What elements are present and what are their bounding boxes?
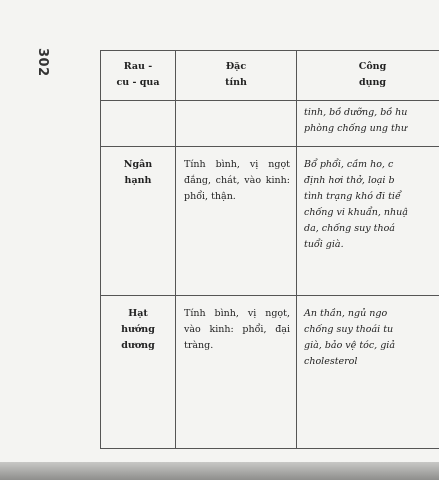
- row-name: Hạt hướng dương: [101, 296, 176, 449]
- table-header-row: [101, 51, 439, 101]
- row-name: Ngân hạnh: [101, 147, 176, 296]
- page-number: 302: [35, 48, 50, 77]
- table-row: [101, 147, 439, 296]
- row-property: Tính bình, vị ngọt, vào kinh: phổi, đại tràng.: [176, 296, 297, 449]
- row-use: Bổ phổi, cầm ho, c định hơi thở, loại b tình trạng khó đi tiể chống vi khuẩn, nhuậ da, chống suy thoá tuổi già.: [297, 147, 439, 296]
- row-use: An thần, ngủ ngo chống suy thoái tu già, bảo vệ tóc, giả cholesterol: [297, 296, 439, 449]
- header-use: Công dụng: [297, 51, 439, 101]
- header-vegetable: Rau - cu - qua: [101, 51, 176, 101]
- table-row: [101, 101, 439, 147]
- row-name: [101, 101, 176, 147]
- row-property: Tính bình, vị ngọt đắng, chát, vào kinh: phổi, thận.: [176, 147, 297, 296]
- header-property: Đặc tính: [176, 51, 297, 101]
- table-row: [101, 296, 439, 449]
- row-use: tinh, bồ dưỡng, bồ hu phòng chống ung thư: [297, 101, 439, 147]
- row-property: [176, 101, 297, 147]
- herbal-table: [100, 50, 439, 449]
- page-edge-shadow: [0, 462, 439, 480]
